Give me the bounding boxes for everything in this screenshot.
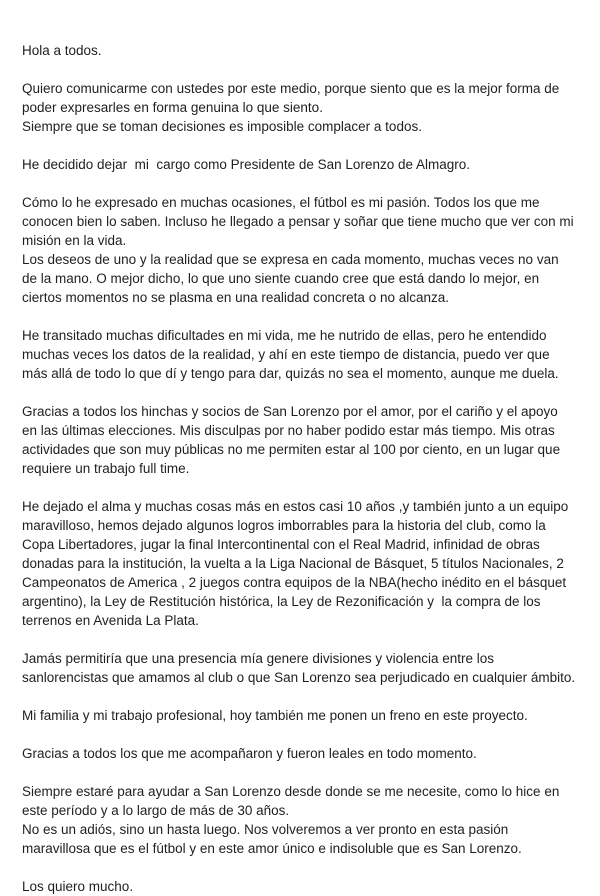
text-line: poder expresarles en forma genuina lo que siento.	[22, 100, 323, 115]
text-line: Jamás permitiría que una presencia mía genere divisiones y violencia entre los	[22, 651, 494, 666]
text-line: requiere un trabajo full time.	[22, 461, 190, 476]
text-line: Hola a todos.	[22, 43, 102, 58]
text-line: Campeonatos de America , 2 juegos contra equipos de la NBA(hecho inédito en el básquet	[22, 575, 567, 590]
text-line: Cómo lo he expresado en muchas ocasiones, el fútbol es mi pasión. Todos los que me	[22, 195, 540, 210]
text-line: de la mano. O mejor dicho, lo que uno siente cuando cree que está dando lo mejor, en	[22, 271, 540, 286]
paragraph	[22, 782, 582, 858]
text-line: conocen bien lo saben. Incluso he llegado a pensar y soñar que tiene mucho que ver con mi	[22, 214, 574, 229]
text-line: Gracias a todos los que me acompañaron y fueron leales en todo momento.	[22, 746, 477, 761]
text-line: Los quiero mucho.	[22, 879, 134, 894]
paragraph	[22, 326, 582, 383]
paragraph	[22, 497, 582, 630]
text-line: argentino), la Ley de Restitución histórica, la Ley de Rezonificación y la compra de los	[22, 594, 541, 609]
text-line: He dejado el alma y muchas cosas más en estos casi 10 años ,y también junto a un equipo	[22, 499, 569, 514]
text-line: sanlorencistas que amamos al club o que San Lorenzo sea perjudicado en cualquier ámbito.	[22, 670, 576, 685]
paragraph	[22, 649, 582, 687]
text-line: terrenos en Avenida La Plata.	[22, 613, 199, 628]
text-line: Los deseos de uno y la realidad que se expresa en cada momento, muchas veces no van	[22, 252, 559, 267]
text-line: donadas para la institución, la vuelta a la Liga Nacional de Básquet, 5 títulos Nacionales, 2	[22, 556, 564, 571]
text-line: misión en la vida.	[22, 233, 127, 248]
text-line: este período y a lo largo de más de 30 años.	[22, 803, 290, 818]
text-line: maravillosa que es el fútbol y en este amor único e indisoluble que es San Lorenzo.	[22, 841, 522, 856]
text-line: Siempre que se toman decisiones es imposible complacer a todos.	[22, 119, 422, 134]
paragraph	[22, 155, 582, 174]
paragraph	[22, 79, 582, 136]
text-line: ciertos momentos no se plasma en una realidad concreta o no alcanza.	[22, 290, 449, 305]
text-line: actividades que son muy públicas no me permiten estar al 100 por ciento, en un lugar que	[22, 442, 561, 457]
paragraph	[22, 402, 582, 478]
text-line: Copa Libertadores, jugar la final Intercontinental con el Real Madrid, infinidad de obras	[22, 537, 540, 552]
paragraph	[22, 744, 582, 763]
paragraph	[22, 41, 582, 60]
text-line: Quiero comunicarme con ustedes por este medio, porque siento que es la mejor forma de	[22, 81, 560, 96]
paragraph	[22, 706, 582, 725]
text-line: He transitado muchas dificultades en mi vida, me he nutrido de ellas, pero he entendido	[22, 328, 547, 343]
text-line: No es un adiós, sino un hasta luego. Nos volveremos a ver pronto en esta pasión	[22, 822, 509, 837]
text-line: Siempre estaré para ayudar a San Lorenzo desde donde se me necesite, como lo hice en	[22, 784, 560, 799]
text-line: Gracias a todos los hinchas y socios de San Lorenzo por el amor, por el cariño y el apoyo	[22, 404, 558, 419]
text-line: más allá de todo lo que dí y tengo para dar, quizás no sea el momento, aunque me duela.	[22, 366, 559, 381]
paragraph	[22, 193, 582, 307]
text-line: He decidido dejar mi cargo como Presidente de San Lorenzo de Almagro.	[22, 157, 471, 172]
text-line: en las últimas elecciones. Mis disculpas por no haber podido estar más tiempo. Mis otras	[22, 423, 555, 438]
text-line: maravilloso, hemos dejado algunos logros imborrables para la historia del club, como la	[22, 518, 546, 533]
document-body	[22, 41, 582, 896]
text-line: muchas veces los datos de la realidad, y ahí en este tiempo de distancia, puedo ver que	[22, 347, 550, 362]
text-line: Mi familia y mi trabajo profesional, hoy también me ponen un freno en este proyecto.	[22, 708, 528, 723]
